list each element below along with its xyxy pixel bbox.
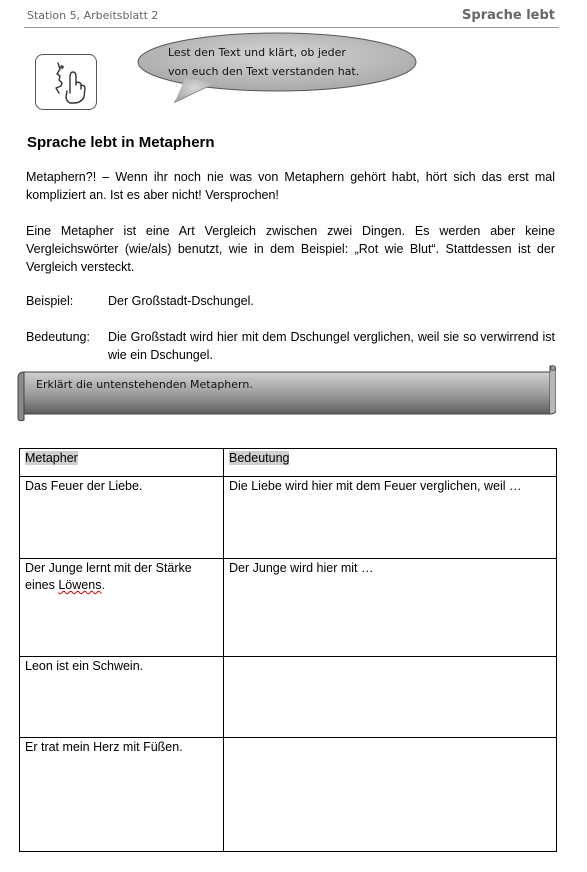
definition-paragraph: Eine Metapher ist eine Art Vergleich zwischen zwei Dingen. Es werden aber keine Vergleichswörter (wie/als) benutzt, wie in dem Beispiel: „Rot wie Blut“. Stattdessen ist der Vergleich versteckt.	[26, 224, 555, 274]
metapher-cell: Das Feuer der Liebe.	[20, 477, 224, 559]
bedeutung-cell: Der Junge wird hier mit …	[224, 559, 557, 657]
task-scroll-banner	[16, 362, 556, 422]
header-bedeutung: Bedeutung	[229, 451, 290, 465]
example-value: Der Großstadt-Dschungel.	[108, 294, 254, 308]
task-instruction: Erklärt die untenstehenden Metaphern.	[36, 378, 253, 391]
bedeutung-cell	[224, 657, 557, 738]
header-station-label: Station 5, Arbeitsblatt 2	[27, 9, 159, 22]
metaphor-table	[19, 448, 557, 852]
metapher-text: Der Junge lernt mit der Stärke eines	[25, 561, 192, 592]
metapher-text-end: .	[101, 578, 105, 592]
meaning-label: Bedeutung:	[26, 330, 90, 344]
table-header-cell	[224, 449, 557, 477]
metapher-cell: Er trat mein Herz mit Füßen.	[20, 738, 224, 852]
table-row	[20, 738, 557, 852]
meaning-value: Die Großstadt wird hier mit dem Dschungel verglichen, weil sie so verwirrend ist wie ein Dschungel.	[108, 330, 555, 362]
table-row	[20, 657, 557, 738]
metapher-cell: Leon ist ein Schwein.	[20, 657, 224, 738]
spelling-error-word: Löwens	[58, 578, 102, 592]
example-label: Beispiel:	[26, 294, 74, 308]
finger-on-lips-icon	[35, 54, 97, 110]
intro-paragraph: Metaphern?! – Wenn ihr noch nie was von Metaphern gehört habt, hört sich das erst mal kompliziert an. Ist es aber nicht! Versprochen!	[26, 170, 555, 202]
metapher-cell	[20, 559, 224, 657]
header-title: Sprache lebt	[462, 8, 555, 23]
bubble-line-1: Lest den Text und klärt, ob jeder	[168, 46, 346, 59]
speech-bubble-text	[168, 43, 388, 81]
table-header-cell	[20, 449, 224, 477]
header-metapher: Metapher	[25, 451, 78, 465]
bedeutung-cell	[224, 738, 557, 852]
page-title: Sprache lebt in Metaphern	[27, 134, 215, 151]
table-row	[20, 559, 557, 657]
bubble-line-2: von euch den Text verstanden hat.	[168, 65, 360, 78]
table-header-row	[20, 449, 557, 477]
bedeutung-cell: Die Liebe wird hier mit dem Feuer verglichen, weil …	[224, 477, 557, 559]
table-row	[20, 477, 557, 559]
